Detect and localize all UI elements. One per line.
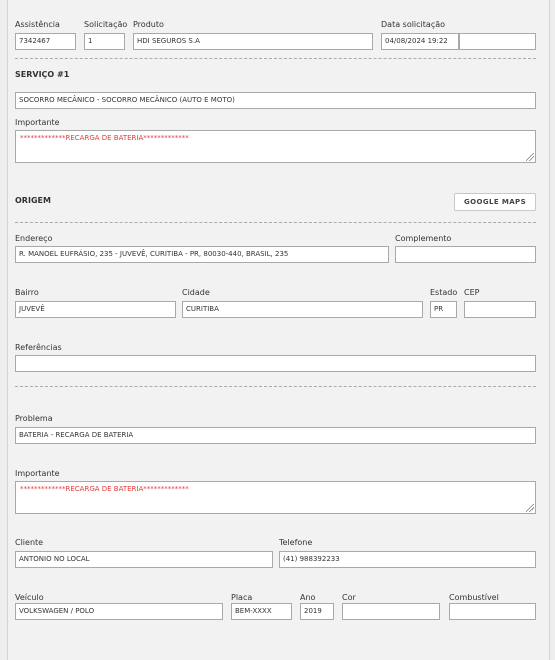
telefone-field[interactable]: (41) 988392233 xyxy=(279,551,536,568)
divider xyxy=(15,386,536,387)
divider xyxy=(15,58,536,59)
complemento-field[interactable] xyxy=(395,246,536,263)
ano-label: Ano xyxy=(300,593,316,602)
resize-grip-icon[interactable] xyxy=(526,504,534,512)
servico-title: SERVIÇO #1 xyxy=(15,70,70,79)
cep-field[interactable] xyxy=(464,301,536,318)
cor-field[interactable] xyxy=(342,603,440,620)
divider xyxy=(15,222,536,223)
data-solicitacao-field[interactable]: 04/08/2024 19:22 xyxy=(381,33,459,50)
data-extra-field[interactable] xyxy=(459,33,536,50)
problema-importante-text: *************RECARGA DE BATERIA************* xyxy=(20,485,189,493)
endereco-field[interactable]: R. MANOEL EUFRÁSIO, 235 - JUVEVÊ, CURITIBA - PR, 80030-440, BRASIL, 235 xyxy=(15,246,389,263)
ano-field[interactable]: 2019 xyxy=(300,603,334,620)
produto-field[interactable]: HDI SEGUROS S.A xyxy=(133,33,373,50)
servico-importante-text: *************RECARGA DE BATERIA************* xyxy=(20,134,189,142)
servico-descricao-field[interactable]: SOCORRO MECÂNICO - SOCORRO MECÂNICO (AUTO E MOTO) xyxy=(15,92,536,109)
resize-grip-icon[interactable] xyxy=(526,153,534,161)
assistencia-field[interactable]: 7342467 xyxy=(15,33,76,50)
telefone-label: Telefone xyxy=(279,538,313,547)
referencias-label: Referências xyxy=(15,343,62,352)
cliente-field[interactable]: ANTONIO NO LOCAL xyxy=(15,551,273,568)
produto-label: Produto xyxy=(133,20,164,29)
bairro-label: Bairro xyxy=(15,288,39,297)
veiculo-field[interactable]: VOLKSWAGEN / POLO xyxy=(15,603,223,620)
combustivel-label: Combustível xyxy=(449,593,499,602)
estado-field[interactable]: PR xyxy=(430,301,457,318)
cidade-label: Cidade xyxy=(182,288,210,297)
cidade-field[interactable]: CURITIBA xyxy=(182,301,423,318)
cliente-label: Cliente xyxy=(15,538,44,547)
complemento-label: Complemento xyxy=(395,234,452,243)
data-solicitacao-label: Data solicitação xyxy=(381,20,446,29)
endereco-label: Endereço xyxy=(15,234,53,243)
cor-label: Cor xyxy=(342,593,356,602)
placa-label: Placa xyxy=(231,593,253,602)
veiculo-label: Veículo xyxy=(15,593,44,602)
combustivel-field[interactable] xyxy=(449,603,536,620)
problema-importante-textarea[interactable] xyxy=(15,481,536,514)
solicitacao-field[interactable]: 1 xyxy=(84,33,125,50)
google-maps-button[interactable]: GOOGLE MAPS xyxy=(454,193,536,211)
servico-importante-label: Importante xyxy=(15,118,60,127)
assistencia-label: Assistência xyxy=(15,20,60,29)
estado-label: Estado xyxy=(430,288,458,297)
referencias-field[interactable] xyxy=(15,355,536,372)
bairro-field[interactable]: JUVEVÊ xyxy=(15,301,176,318)
problema-field[interactable]: BATERIA - RECARGA DE BATERIA xyxy=(15,427,536,444)
origem-title: ORIGEM xyxy=(15,196,51,205)
cep-label: CEP xyxy=(464,288,480,297)
servico-importante-textarea[interactable] xyxy=(15,130,536,163)
solicitacao-label: Solicitação xyxy=(84,20,128,29)
problema-label: Problema xyxy=(15,414,53,423)
placa-field[interactable]: BEM-XXXX xyxy=(231,603,292,620)
problema-importante-label: Importante xyxy=(15,469,60,478)
